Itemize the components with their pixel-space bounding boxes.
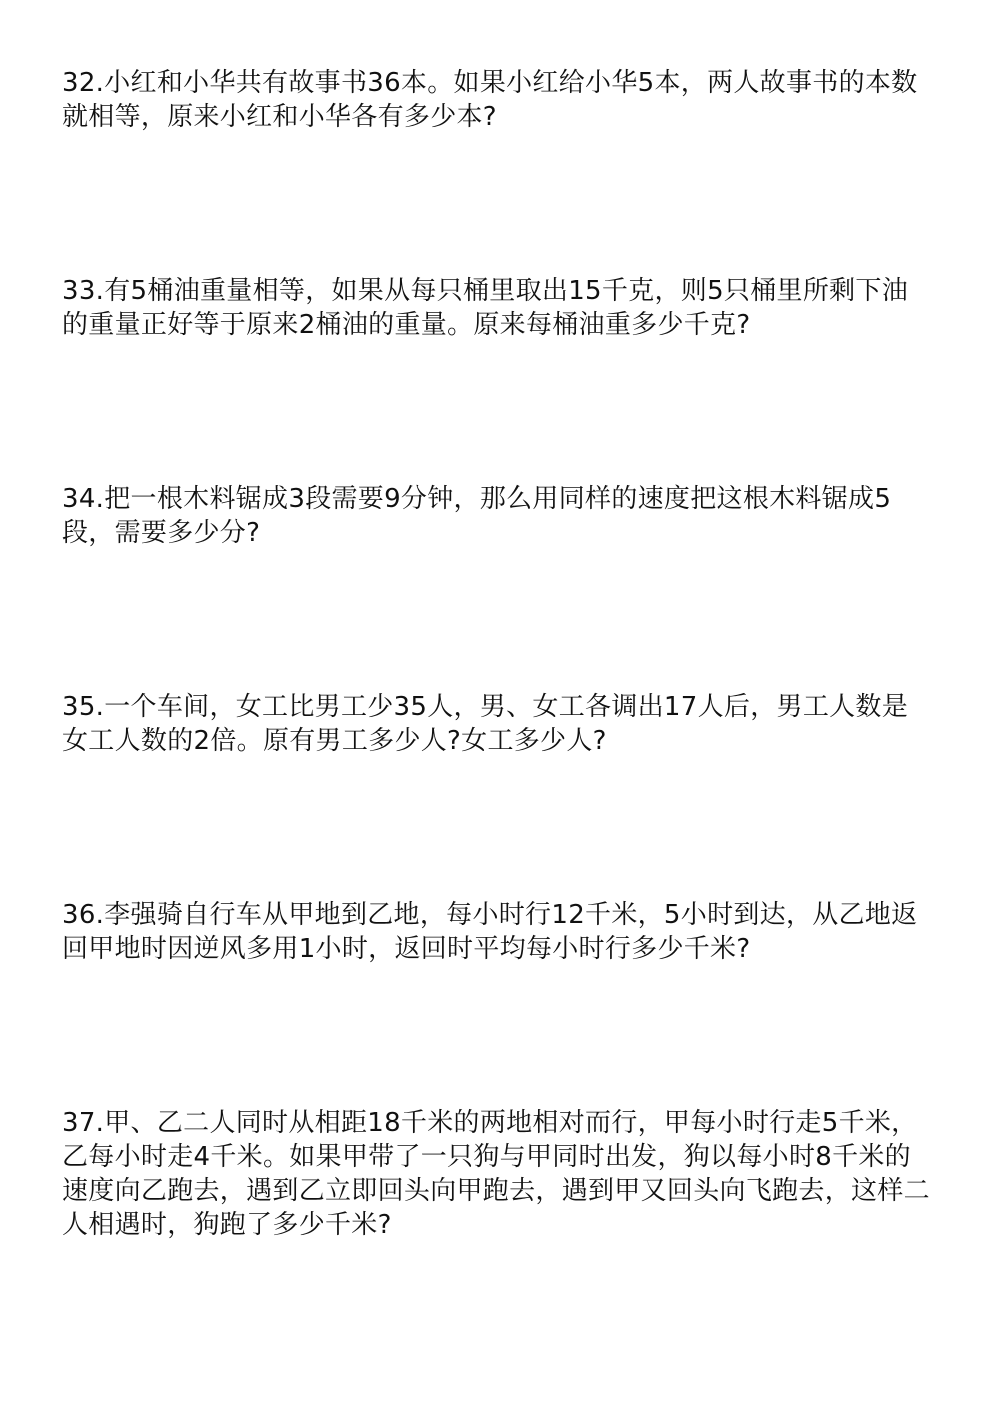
problem-number: 32. — [62, 68, 105, 98]
problem-37 — [62, 1106, 932, 1242]
problem-36 — [62, 898, 932, 966]
problem-text: 把一根木料锯成3段需要9分钟，那么用同样的速度把这根木料锯成5段，需要多少分? — [62, 484, 892, 548]
problem-33 — [62, 274, 932, 342]
problem-number: 37. — [62, 1108, 105, 1138]
problem-34 — [62, 482, 932, 550]
problem-text: 一个车间，女工比男工少35人，男、女工各调出17人后，男工人数是女工人数的2倍。原有男工多少人?女工多少人? — [62, 692, 909, 756]
problem-number: 34. — [62, 484, 105, 514]
problem-35 — [62, 690, 932, 758]
problem-number: 35. — [62, 692, 105, 722]
problem-text: 小红和小华共有故事书36本。如果小红给小华5本，两人故事书的本数就相等，原来小红和小华各有多少本? — [62, 68, 918, 132]
problem-number: 33. — [62, 276, 105, 306]
problem-text: 甲、乙二人同时从相距18千米的两地相对而行，甲每小时行走5千米，乙每小时走4千米。如果甲带了一只狗与甲同时出发，狗以每小时8千米的速度向乙跑去，遇到乙立即回头向甲跑去，遇到甲又回头向飞跑去，这样二人相遇时，狗跑了多少千米? — [62, 1108, 930, 1240]
problem-number: 36. — [62, 900, 105, 930]
problem-text: 有5桶油重量相等，如果从每只桶里取出15千克，则5只桶里所剩下油的重量正好等于原来2桶油的重量。原来每桶油重多少千克? — [62, 276, 909, 340]
problem-text: 李强骑自行车从甲地到乙地，每小时行12千米，5小时到达，从乙地返回甲地时因逆风多用1小时，返回时平均每小时行多少千米? — [62, 900, 918, 964]
problem-32 — [62, 66, 932, 134]
